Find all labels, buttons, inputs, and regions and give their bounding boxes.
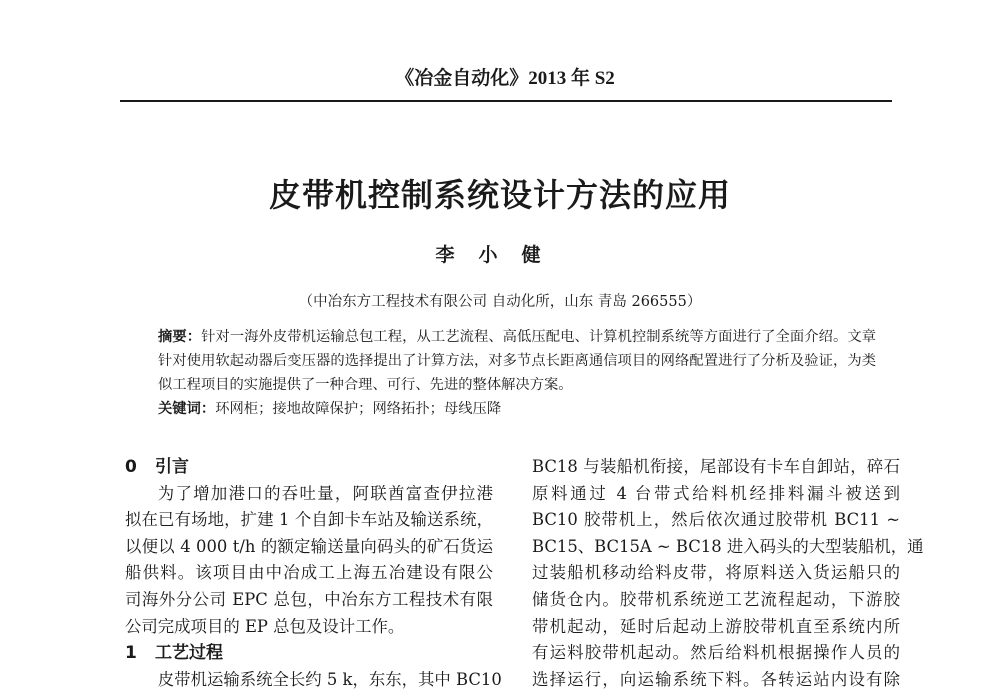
header-rule — [120, 100, 892, 102]
text-line: 船供料。该项目由中冶成工上海五冶建设有限公 — [125, 563, 493, 583]
text-line: 带机起动，延时后起动上游胶带机直至系统内所 — [532, 616, 900, 636]
right-column — [532, 454, 924, 693]
keywords — [158, 397, 876, 421]
running-head: 《冶金自动化》2013 年 S2 — [395, 68, 615, 89]
section-title: 引言 — [155, 457, 189, 477]
abstract-text: 针对一海外皮带机运输总包工程，从工艺流程、高低压配电、计算机控制系统等方面进行了全面介绍。文章针对使用软起动器后变压器的选择提出了计算方法，对多节点长距离通信项目的网络配置进行了分析及验证，为类似工程项目的实施提供了一种合理、可行、先进的整体解决方案。 — [158, 329, 877, 393]
section-number: 0 — [125, 457, 137, 477]
section-heading-1 — [125, 640, 493, 667]
text-line: 司海外分公司 EPC 总包，中冶东方工程技术有限 — [125, 589, 493, 609]
section-0-body — [125, 481, 493, 641]
section-heading-0 — [125, 454, 493, 481]
keywords-label: 关键词： — [158, 401, 216, 417]
section-title: 工艺过程 — [155, 643, 223, 664]
abstract — [158, 325, 876, 397]
abstract-block — [158, 325, 876, 421]
text-line: BC10 胶带机上，然后依次通过胶带机 BC11 ~ — [532, 510, 900, 530]
text-line: 皮带机运输系统全长约 5 k，东东，其中 BC10 — [157, 669, 502, 689]
text-line: BC18 与装船机衔接，尾部设有卡车自卸站，碎石 — [532, 457, 900, 476]
section-1-body — [125, 667, 502, 693]
paper-title: 皮带机控制系统设计方法的应用 — [268, 176, 731, 214]
text-line: BC15、BC15A ~ BC18 进入码头的大型装船机，通 — [532, 536, 924, 556]
section-number: 1 — [125, 643, 137, 664]
text-line: 选择运行，向运输系统下料。各转运站内设有除 — [532, 669, 900, 689]
text-line: 有运料胶带机起动。然后给料机根据操作人员的 — [532, 643, 900, 663]
affiliation: （中冶东方工程技术有限公司 自动化所，山东 青岛 266555） — [298, 294, 702, 310]
text-line: 以便以 4 000 t/h 的额定输送量向码头的矿石货运 — [125, 536, 493, 556]
text-line: 储货仓内。胶带机系统逆工艺流程起动，下游胶 — [532, 589, 900, 609]
left-column — [125, 454, 502, 693]
text-line: 过装船机移动给料皮带，将原料送入货运船只的 — [532, 563, 900, 583]
text-line: 原料通过 4 台带式给料机经排料漏斗被送到 — [532, 483, 900, 503]
keywords-text: 环网柜；接地故障保护；网络拓扑；母线压降 — [215, 401, 502, 417]
author: 李小健 — [435, 244, 565, 266]
text-line: 拟在已有场地，扩建 1 个自卸卡车站及输送系统， — [125, 510, 493, 530]
text-line: 公司完成项目的 EP 总包及设计工作。 — [125, 616, 405, 636]
text-line: 为了增加港口的吞吐量，阿联酋富查伊拉港 — [157, 483, 493, 503]
abstract-label: 摘要： — [158, 329, 202, 345]
